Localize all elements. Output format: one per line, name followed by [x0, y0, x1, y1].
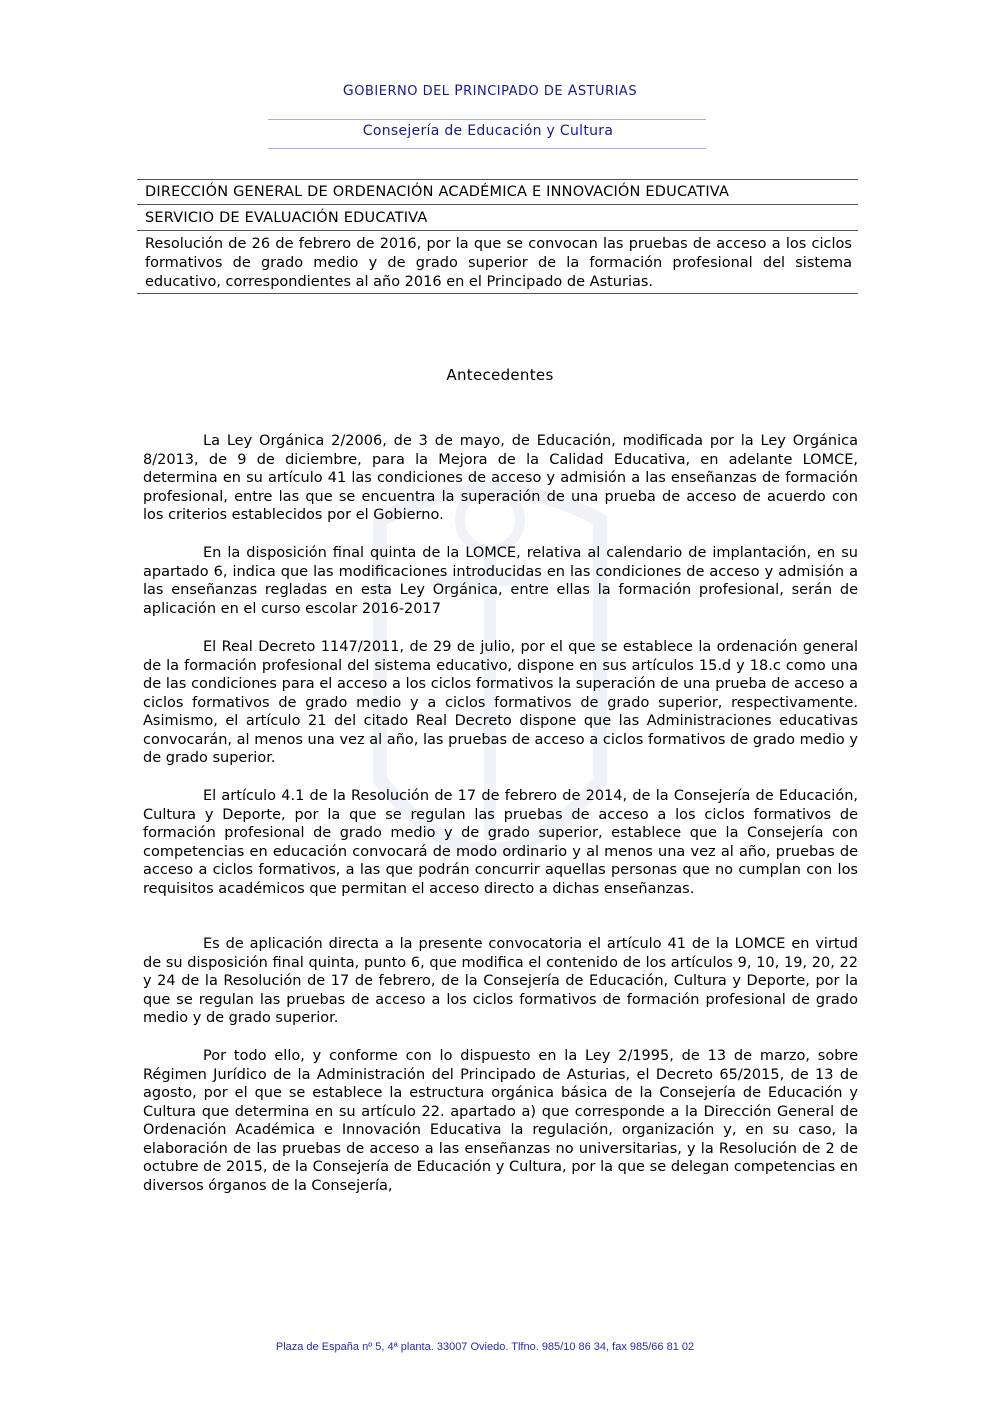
footer-address: Plaza de España nº 5, 4ª planta. 33007 Oviedo. Tlfno. 985/10 86 34, fax 985/66 81 02: [275, 1341, 695, 1353]
government-title: [0, 83, 980, 99]
box-divider-2: [137, 230, 858, 231]
box-top-rule: [137, 179, 858, 180]
paragraph-3: El Real Decreto 1147/2011, de 29 de julio, por el que se establece la ordenación general de la formación profesional del sistema educativo, dispone en sus artículos 15.d y 18.c como una de las condiciones para el acceso a los ciclos formativos la superación de una prueba de acceso a ciclos formativos de grado medio y a ciclos formativos de grado superior, respectivamente. Asimismo, el artículo 21 del citado Real Decreto dispone que las Administraciones educativas convocarán, al menos una vez al año, las pruebas de acceso a ciclos formativos de grado medio y de grado superior.: [143, 639, 858, 766]
servicio: SERVICIO DE EVALUACIÓN EDUCATIVA: [145, 210, 428, 226]
header-divider-top: [268, 119, 706, 120]
header-divider-bottom: [268, 148, 706, 149]
gov-initial: A: [567, 83, 578, 99]
box-divider-1: [137, 204, 858, 205]
gov-initial: P: [454, 83, 464, 99]
paragraph-5: Es de aplicación directa a la presente convocatoria el artículo 41 de la LOMCE en virtud de su disposición final quinta, punto 6, que modifica el contenido de los artículos 9, 10, 19, 20, 22 y 24 de la Resolución de 17 de febrero, de la Consejería de Educación, Cultura y Deporte, por la que se regulan las pruebas de acceso a los ciclos formativos de formación profesional de grado medio y de grado superior.: [143, 936, 858, 1026]
consejeria-title: Consejería de Educación y Cultura: [362, 123, 614, 139]
gov-word: RINCIPADO DE: [463, 84, 568, 99]
gov-initial: G: [342, 83, 355, 99]
direccion-general: DIRECCIÓN GENERAL DE ORDENACIÓN ACADÉMICA E INNOVACIÓN EDUCATIVA: [145, 184, 730, 200]
paragraph-6: Por todo ello, y conforme con lo dispuesto en la Ley 2/1995, de 13 de marzo, sobre Régimen Jurídico de la Administración del Principado de Asturias, el Decreto 65/2015, de 13 de agosto, por el que se establece la estructura orgánica básica de la Consejería de Educación y Cultura que determina en su artículo 22. apartado a) que corresponde a la Dirección General de Ordenación Académica e Innovación Educativa la regulación, organización y, en su caso, la elaboración de las pruebas de acceso a las enseñanzas no universitarias, y la Resolución de 2 de octubre de 2015, de la Consejería de Educación y Cultura, por la que se delegan competencias en diversos órganos de la Consejería,: [143, 1048, 858, 1194]
resolution-summary: Resolución de 26 de febrero de 2016, por la que se convocan las pruebas de acceso a los ciclos formativos de grado medio y de grado superior de la formación profesional del sistema educativo, correspondientes al año 2016 en el Principado de Asturias.: [145, 236, 852, 290]
gov-word: STURIAS: [577, 84, 638, 99]
box-bottom-rule: [137, 293, 858, 294]
paragraph-2: En la disposición final quinta de la LOMCE, relativa al calendario de implantación, en su apartado 6, indica que las modificaciones introducidas en las condiciones de acceso y admisión a las enseñanzas regladas en esta Ley Orgánica, entre ellas la formación profesional, serán de aplicación en el curso escolar 2016-2017: [143, 545, 858, 617]
section-heading: Antecedentes: [446, 366, 554, 384]
gov-word: OBIERNO DEL: [354, 84, 455, 99]
paragraph-4: El artículo 4.1 de la Resolución de 17 de febrero de 2014, de la Consejería de Educación, Cultura y Deporte, por la que se regulan las pruebas de acceso a los ciclos formativos de formación profesional de grado medio y de grado superior, establece que la Consejería con competencias en educación convocará de modo ordinario y al menos una vez al año, pruebas de acceso a ciclos formativos, a las que podrán concurrir aquellas personas que no cumplan con los requisitos académicos que permitan el acceso directo a dichas enseñanzas.: [143, 788, 858, 897]
paragraph-1: La Ley Orgánica 2/2006, de 3 de mayo, de Educación, modificada por la Ley Orgánica 8/2013, de 9 de diciembre, para la Mejora de la Calidad Educativa, en adelante LOMCE, determina en su artículo 41 las condiciones de acceso y admisión a las enseñanzas de formación profesional, entre las que se encuentra la superación de una prueba de acceso de acuerdo con los criterios establecidos por el Gobierno.: [143, 433, 858, 523]
